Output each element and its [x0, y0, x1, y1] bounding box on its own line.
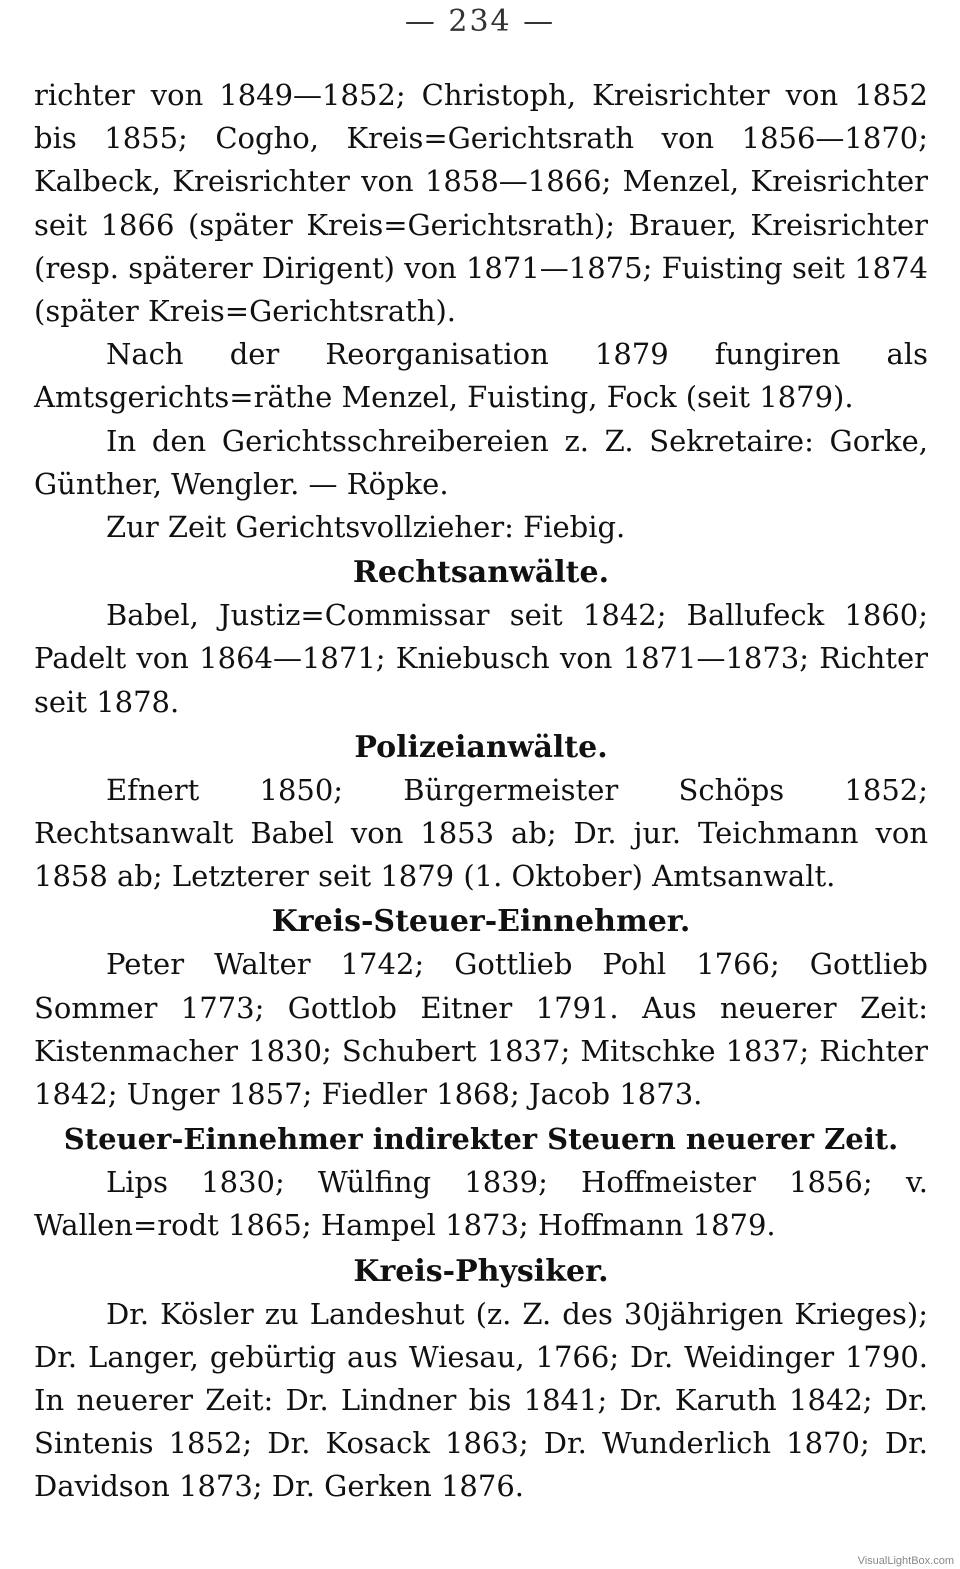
section-text-kreis-steuer-einnehmer: Peter Walter 1742; Gottlieb Pohl 1766; Gottlieb Sommer 1773; Gottlob Eitner 1791. Aus neuerer Zeit: Kistenmacher 1830; Schubert 1837; Mitschke 1837; Richter 1842; Unger 1857; Fiedler 1868; Jacob 1873. [34, 947, 928, 1112]
page-content [34, 74, 928, 1509]
section-heading-steuer-einnehmer-indirekt: Steuer-Einnehmer indirekter Steuern neuerer Zeit. [63, 1122, 899, 1157]
intro-paragraph-secretaries: In den Gerichtsschreibereien z. Z. Sekretaire: Gorke, Günther, Wengler. — Röpke. [34, 423, 928, 501]
section-heading-rechtsanwaelte: Rechtsanwälte. [352, 555, 610, 591]
intro-paragraph-judges: richter von 1849—1852; Christoph, Kreisrichter von 1852 bis 1855; Cogho, Kreis=Gerichtsrath von 1856—1870; Kalbeck, Kreisrichter von 1858—1866; Menzel, Kreisrichter seit 1866 (später Kreis=Gerichtsrath); Brauer, Kreisrichter (resp. späterer Dirigent) von 1871—1875; Fuisting seit 1874 (später Kreis=Gerichtsrath). [34, 78, 928, 329]
page-number-text: — 234 — [404, 4, 556, 39]
section-text-kreis-physiker: Dr. Kösler zu Landeshut (z. Z. des 30jährigen Krieges); Dr. Langer, gebürtig aus Wiesau, 1766; Dr. Weidinger 1790. In neuerer Zeit: Dr. Lindner bis 1841; Dr. Karuth 1842; Dr. Sintenis 1852; Dr. Kosack 1863; Dr. Wunderlich 1870; Dr. Davidson 1873; Dr. Gerken 1876. [34, 1296, 928, 1504]
page-number [0, 4, 960, 40]
section-heading-kreis-physiker: Kreis-Physiker. [353, 1253, 609, 1289]
section-text-polizeianwaelte: Efnert 1850; Bürgermeister Schöps 1852; Rechtsanwalt Babel von 1853 ab; Dr. jur. Teichmann von 1858 ab; Letzterer seit 1879 (1. Oktober) Amtsanwalt. [34, 772, 928, 894]
intro-paragraph-bailiff: Zur Zeit Gerichtsvollzieher: Fiebig. [106, 510, 626, 545]
section-text-steuer-einnehmer-indirekt: Lips 1830; Wülfing 1839; Hoffmeister 1856; v. Wallen=rodt 1865; Hampel 1873; Hoffmann 1879. [34, 1165, 928, 1243]
section-text-rechtsanwaelte: Babel, Justiz=Commissar seit 1842; Ballufeck 1860; Padelt von 1864—1871; Kniebusch von 1871—1873; Richter seit 1878. [34, 598, 928, 719]
section-heading-kreis-steuer-einnehmer: Kreis-Steuer-Einnehmer. [271, 904, 691, 940]
watermark-footer: VisualLightBox.com [857, 1555, 954, 1567]
intro-paragraph-reorganisation: Nach der Reorganisation 1879 fungiren als Amtsgerichts=räthe Menzel, Fuisting, Fock (seit 1879). [34, 337, 928, 415]
section-heading-polizeianwaelte: Polizeianwälte. [354, 729, 608, 765]
